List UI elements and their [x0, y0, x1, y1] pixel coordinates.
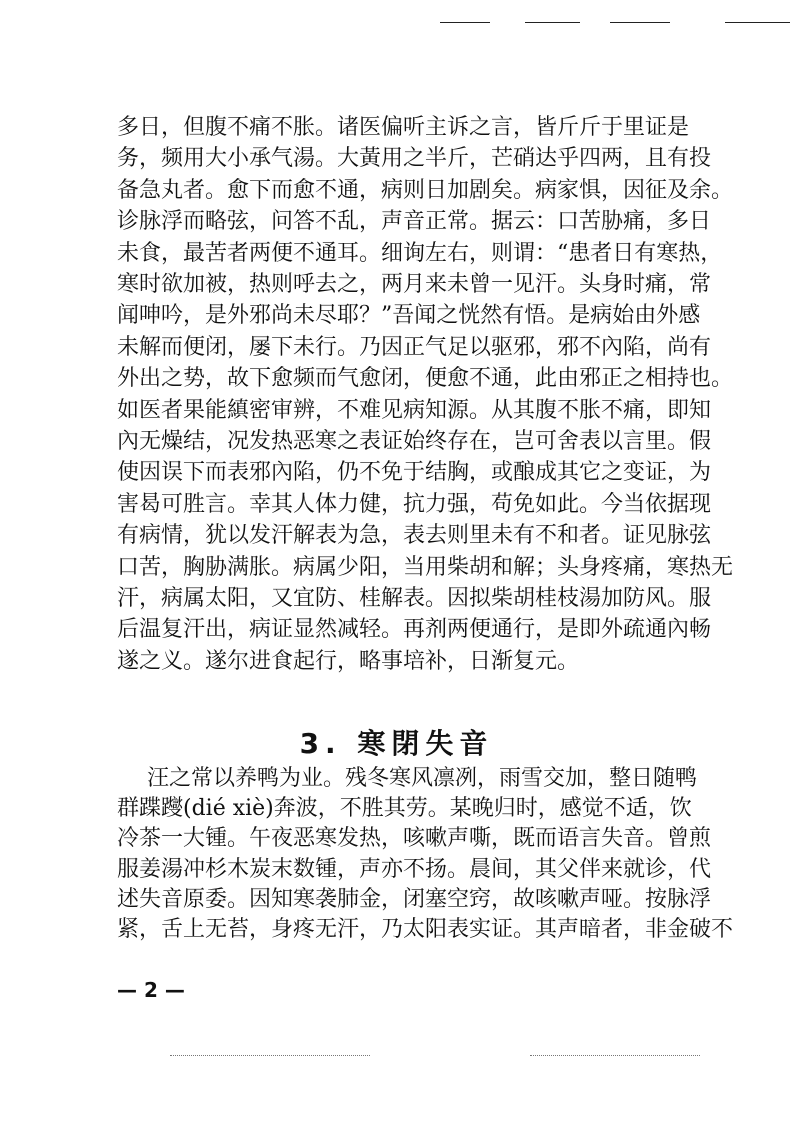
- text-line: 害曷可胜言。幸其人体力健，抗力强，苟免如此。今当依据现: [117, 491, 712, 517]
- text-line: 如医者果能縝密审辨，不难见病知源。从其腹不胀不痛，即知: [117, 397, 712, 423]
- text-line: 后温复汗出，病证显然减轻。再剂两便通行，是即外疏通內畅: [117, 617, 712, 643]
- text-line: 外出之势，故下愈频而气愈闭，便愈不通，此由邪正之相持也。: [117, 366, 734, 392]
- section-title: 3. 寒閉失音: [299, 727, 494, 760]
- text-line: 內无燥结，况发热恶寒之表证始终存在，岂可舍表以言里。假: [117, 429, 712, 454]
- text-line: 紧，舌上无苔，身疼无汗，乃太阳表实证。其声暗者，非金破不: [117, 917, 734, 942]
- page-number: — 2 —: [117, 978, 185, 1002]
- text-line: 未解而便闭，屡下未行。乃因正气足以驱邪，邪不內陷，尚有: [117, 334, 712, 360]
- header-rule: [525, 22, 580, 23]
- text-line: 诊脉浮而略弦，问答不乱，声音正常。据云：口苦胁痛，多日: [117, 209, 712, 235]
- text-line: 闻呻吟，是外邪尚未尽耶？”吾闻之恍然有悟。是病始由外感: [117, 303, 701, 329]
- header-rule: [440, 22, 490, 23]
- text-line: 汪之常以养鸭为业。残冬寒风凛冽，雨雪交加，整日随鸭: [147, 766, 698, 791]
- text-line: 有病情，犹以发汗解表为急，表去则里未有不和者。证见脉弦: [117, 523, 712, 549]
- scan-noise: [170, 1055, 370, 1057]
- header-rule: [610, 22, 670, 23]
- scan-noise: [530, 1055, 700, 1057]
- text-line: 多日，但腹不痛不胀。诸医偏听主诉之言，皆斤斤于里证是: [117, 115, 690, 140]
- text-line: 口苦，胸胁满胀。病属少阳，当用柴胡和解；头身疼痛，寒热无: [117, 554, 734, 580]
- text-line: 服姜湯冲杉木炭末数锺，声亦不扬。晨间，其父伴来就诊，代: [117, 856, 712, 882]
- text-line: 遂之义。遂尔进食起行，略事培补，日渐复元。: [117, 648, 580, 674]
- text-line: 述失音原委。因知寒袭肺金，闭塞空窍，故咳嗽声哑。按脉浮: [117, 886, 712, 912]
- header-rule: [725, 22, 790, 23]
- text-line: 汗，病属太阳，又宜防、桂解表。因拟柴胡桂枝湯加防风。服: [117, 586, 712, 611]
- text-line: 群蹀躞(dié xiè)奔波，不胜其劳。某晚归时，感觉不适，饮: [117, 796, 692, 822]
- text-line: 寒时欲加被，热则呼去之，两月来未曾一见汗。头身时痛，常: [117, 272, 712, 297]
- text-line: 使因误下而表邪內陷，仍不免于结胸，或酿成其它之变证，为: [117, 460, 712, 486]
- text-line: 务，频用大小承气湯。大黃用之半斤，芒硝达乎四两，且有投: [117, 146, 712, 172]
- text-line: 备急丸者。愈下而愈不通，病则日加剧矣。病家惧，因征及余。: [117, 177, 734, 203]
- text-line: 未食，最苦者两便不通耳。细询左右，则谓：“患者日有寒热，: [117, 240, 723, 266]
- text-line: 冷茶一大锺。午夜恶寒发热，咳嗽声嘶，既而语言失音。曾煎: [117, 826, 712, 852]
